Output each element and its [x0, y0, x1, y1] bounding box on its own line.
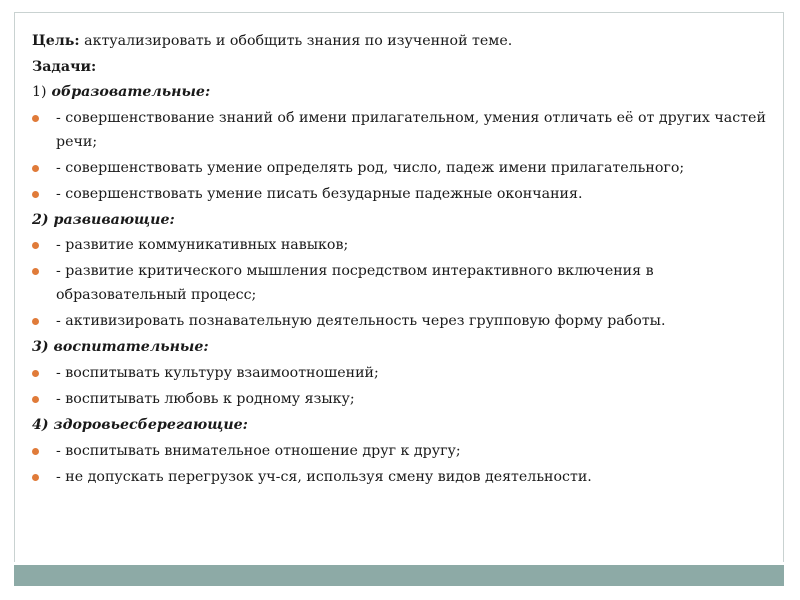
section-number: 2)	[32, 211, 49, 228]
bullet-dot-icon	[32, 242, 39, 249]
section-heading-developmental	[32, 208, 772, 234]
goal-text: актуализировать и обобщить знания по изученной теме.	[79, 33, 513, 49]
section-number: 4)	[32, 416, 49, 433]
goal-line	[32, 29, 772, 55]
section-heading-health	[32, 413, 772, 439]
list-item	[32, 182, 772, 206]
list-item	[32, 106, 772, 154]
list-item-text: - совершенствование знаний об имени прилагательном, умения отличать её от других частей речи;	[56, 109, 766, 150]
slide-text	[32, 29, 772, 491]
bullet-dot-icon	[32, 115, 39, 122]
list-item-text: - развитие критического мышления посредством интерактивного включения в образовательный процесс;	[56, 263, 654, 304]
list-item	[32, 259, 772, 307]
list-item-text: - совершенствовать умение определять род, число, падеж имени прилагательного;	[56, 159, 685, 176]
bullet-dot-icon	[32, 268, 39, 275]
section-number: 1)	[32, 84, 47, 101]
list-item-text: - активизировать познавательную деятельность через групповую форму работы.	[56, 313, 666, 330]
bullet-dot-icon	[32, 165, 39, 172]
list-item	[32, 233, 772, 257]
list-item-text: - не допускать перегрузок уч-ся, используя смену видов деятельности.	[56, 468, 592, 485]
section-number: 3)	[32, 339, 49, 356]
goal-label: Цель:	[32, 33, 80, 49]
list-item-text: - развитие коммуникативных навыков;	[56, 237, 349, 254]
bullet-dot-icon	[32, 191, 39, 198]
section-title: развивающие:	[48, 211, 175, 228]
list-item	[32, 465, 772, 489]
footer-band	[14, 562, 784, 586]
section-heading-educational	[32, 80, 772, 106]
bullet-dot-icon	[32, 474, 39, 481]
bullet-dot-icon	[32, 318, 39, 325]
bullet-dot-icon	[32, 396, 39, 403]
list-item-text: - воспитывать внимательное отношение друг к другу;	[56, 442, 461, 459]
bullet-dot-icon	[32, 448, 39, 455]
tasks-label: Задачи:	[32, 58, 97, 75]
section-title: здоровьесберегающие:	[48, 416, 248, 433]
list-item-text: - воспитывать культуру взаимоотношений;	[56, 364, 379, 381]
list-item	[32, 387, 772, 411]
list-item	[32, 439, 772, 463]
list-item	[32, 361, 772, 385]
section-heading-upbringing	[32, 335, 772, 361]
list-item	[32, 156, 772, 180]
section-title: воспитательные:	[48, 339, 209, 356]
section-title: образовательные:	[46, 84, 211, 101]
bullet-dot-icon	[32, 370, 39, 377]
list-item-text: - воспитывать любовь к родному языку;	[56, 390, 355, 407]
list-item-text: - совершенствовать умение писать безударные падежные окончания.	[56, 185, 583, 202]
list-item	[32, 309, 772, 333]
